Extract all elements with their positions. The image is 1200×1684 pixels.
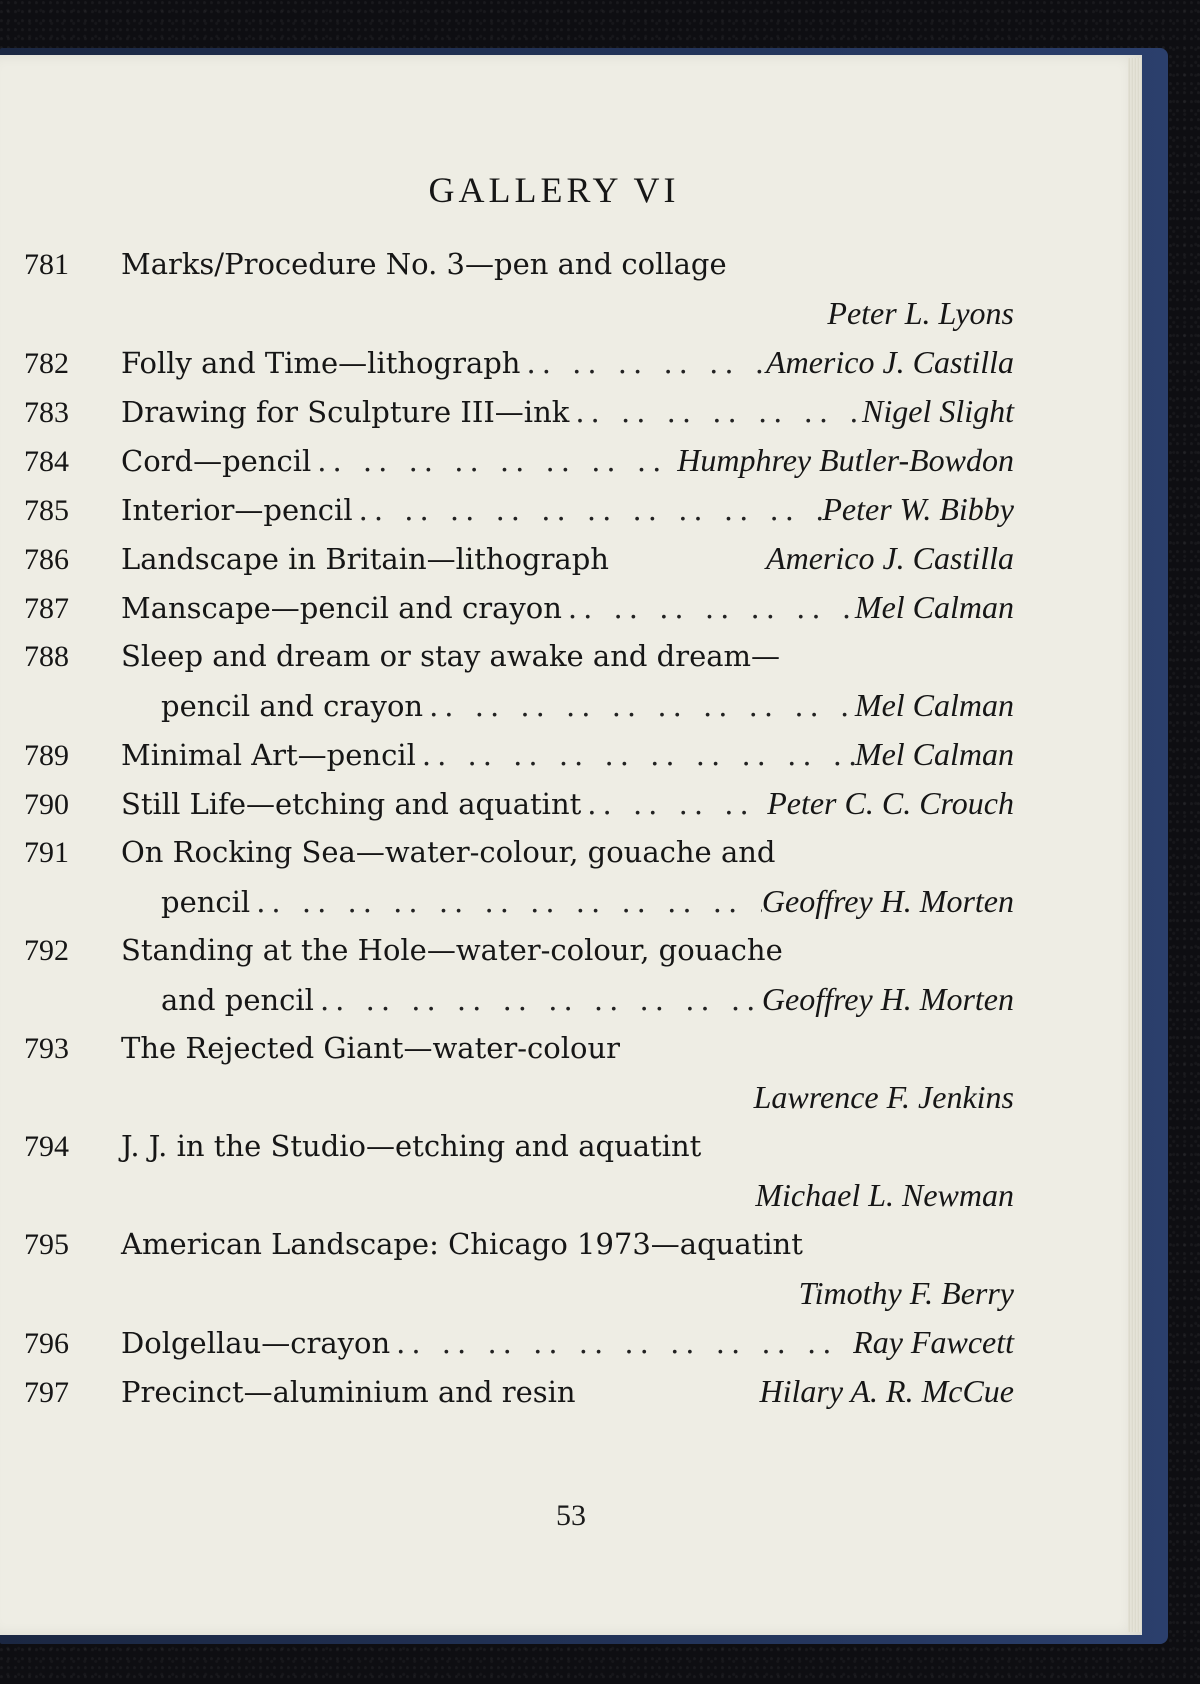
artwork-title: Dolgellau—crayon — [121, 1326, 391, 1360]
catalogue-number: 784 — [24, 445, 69, 478]
catalogue-entry — [24, 436, 1014, 485]
catalogue-entry — [24, 583, 1014, 632]
entry-line — [24, 1318, 1014, 1367]
artwork-title: Still Life—etching and aquatint — [121, 787, 582, 821]
catalogue-entry — [24, 485, 1014, 534]
dot-leader — [562, 584, 855, 633]
dot-leader — [390, 1319, 853, 1368]
catalogue-number: 792 — [24, 934, 69, 967]
artwork-title: Landscape in Britain—lithograph — [121, 542, 609, 576]
catalogue-entry — [24, 926, 1014, 1024]
catalogue-number: 781 — [24, 248, 69, 281]
catalogue-number: 790 — [24, 788, 69, 821]
entry-line — [24, 1024, 1014, 1073]
artist-name: Nigel Slight — [862, 393, 1014, 429]
dot-leader — [314, 976, 762, 1025]
entry-line — [24, 975, 1014, 1024]
artist-name: Geoffrey H. Morten — [761, 981, 1014, 1017]
catalogue-number: 797 — [24, 1376, 69, 1409]
catalogue-entry — [24, 632, 1014, 730]
dot-leader — [581, 780, 767, 829]
catalogue-content — [24, 170, 1014, 1416]
artwork-title: J. J. in the Studio—etching and aquatint — [121, 1129, 702, 1163]
catalogue-entry — [24, 240, 1014, 338]
catalogue-number: 786 — [24, 543, 69, 576]
artwork-title: On Rocking Sea—water-colour, gouache and — [121, 835, 776, 869]
catalogue-number: 789 — [24, 739, 69, 772]
catalogue-entry — [24, 1318, 1014, 1367]
catalogue-number: 794 — [24, 1130, 69, 1163]
catalogue-entry — [24, 779, 1014, 828]
catalogue-number: 793 — [24, 1032, 69, 1065]
artwork-title: Interior—pencil — [121, 493, 353, 527]
catalogue-entry — [24, 1367, 1014, 1416]
artwork-title: pencil — [161, 885, 251, 919]
entry-line — [24, 1073, 1014, 1122]
artist-name: Peter C. C. Crouch — [767, 785, 1014, 821]
entry-line — [24, 1367, 1014, 1416]
catalogue-number: 791 — [24, 836, 69, 869]
entry-line — [24, 289, 1014, 338]
entry-line — [24, 1171, 1014, 1220]
artwork-title: and pencil — [161, 983, 314, 1017]
dot-leader — [569, 388, 862, 437]
dot-leader — [520, 339, 766, 388]
artist-name: Mel Calman — [854, 687, 1014, 723]
entry-list — [24, 240, 1014, 1416]
artwork-title: Marks/Procedure No. 3—pen and collage — [121, 247, 727, 281]
catalogue-number: 788 — [24, 640, 69, 673]
artwork-title: pencil and crayon — [161, 689, 424, 723]
entry-line — [24, 1220, 1014, 1269]
page-edge — [1128, 58, 1142, 1632]
catalogue-entry — [24, 730, 1014, 779]
artwork-title: Standing at the Hole—water-colour, gouache — [121, 933, 783, 967]
artist-name: Lawrence F. Jenkins — [753, 1079, 1014, 1115]
artist-name: Ray Fawcett — [853, 1324, 1014, 1360]
artwork-title: Sleep and dream or stay awake and dream— — [121, 639, 781, 673]
artist-name: Humphrey Butler-Bowdon — [677, 442, 1014, 478]
catalogue-number: 787 — [24, 592, 69, 625]
catalogue-entry — [24, 338, 1014, 387]
dot-leader — [250, 878, 762, 927]
artwork-title: Cord—pencil — [121, 444, 312, 478]
dot-leader — [311, 437, 677, 486]
catalogue-number: 783 — [24, 396, 69, 429]
entry-line — [24, 436, 1014, 485]
catalogue-entry — [24, 1024, 1014, 1122]
entry-line — [24, 926, 1014, 975]
catalogue-entry — [24, 534, 1014, 583]
catalogue-number: 795 — [24, 1228, 69, 1261]
artwork-title: Drawing for Sculpture III—ink — [121, 395, 570, 429]
entry-line — [24, 485, 1014, 534]
entry-line — [24, 681, 1014, 730]
artwork-title: Manscape—pencil and crayon — [121, 591, 562, 625]
entry-line — [24, 1122, 1014, 1171]
entry-line — [24, 583, 1014, 632]
entry-line — [24, 828, 1014, 877]
artist-name: Timothy F. Berry — [798, 1275, 1014, 1311]
dot-leader — [416, 731, 855, 780]
artwork-title: The Rejected Giant—water-colour — [121, 1031, 621, 1065]
entry-line — [24, 387, 1014, 436]
catalogue-entry — [24, 1220, 1014, 1318]
catalogue-entry — [24, 828, 1014, 926]
dot-leader — [423, 682, 855, 731]
entry-line — [24, 877, 1014, 926]
entry-line — [24, 534, 1014, 583]
artwork-title: Minimal Art—pencil — [121, 738, 416, 772]
catalogue-entry — [24, 387, 1014, 436]
entry-line — [24, 730, 1014, 779]
artwork-title: Precinct—aluminium and resin — [121, 1375, 576, 1409]
artist-name: Mel Calman — [854, 736, 1014, 772]
artist-name: Mel Calman — [854, 589, 1014, 625]
artist-name: Peter L. Lyons — [827, 295, 1014, 331]
gallery-heading: GALLERY VI — [428, 170, 680, 210]
artist-name: Americo J. Castilla — [766, 540, 1014, 576]
artist-name: Peter W. Bibby — [822, 491, 1014, 527]
entry-line — [24, 240, 1014, 289]
entry-line — [24, 779, 1014, 828]
artist-name: Michael L. Newman — [755, 1177, 1014, 1213]
artist-name: Geoffrey H. Morten — [761, 883, 1014, 919]
entry-line — [24, 632, 1014, 681]
catalogue-number: 796 — [24, 1327, 69, 1360]
catalogue-number: 785 — [24, 494, 69, 527]
catalogue-entry — [24, 1122, 1014, 1220]
artwork-title: American Landscape: Chicago 1973—aquatint — [121, 1227, 803, 1261]
catalogue-number: 782 — [24, 347, 69, 380]
dot-leader — [353, 486, 823, 535]
artist-name: Americo J. Castilla — [766, 344, 1014, 380]
entry-line — [24, 338, 1014, 387]
artist-name: Hilary A. R. McCue — [759, 1373, 1014, 1409]
entry-line — [24, 1269, 1014, 1318]
artwork-title: Folly and Time—lithograph — [121, 346, 521, 380]
page-number: 53 — [556, 1499, 586, 1532]
